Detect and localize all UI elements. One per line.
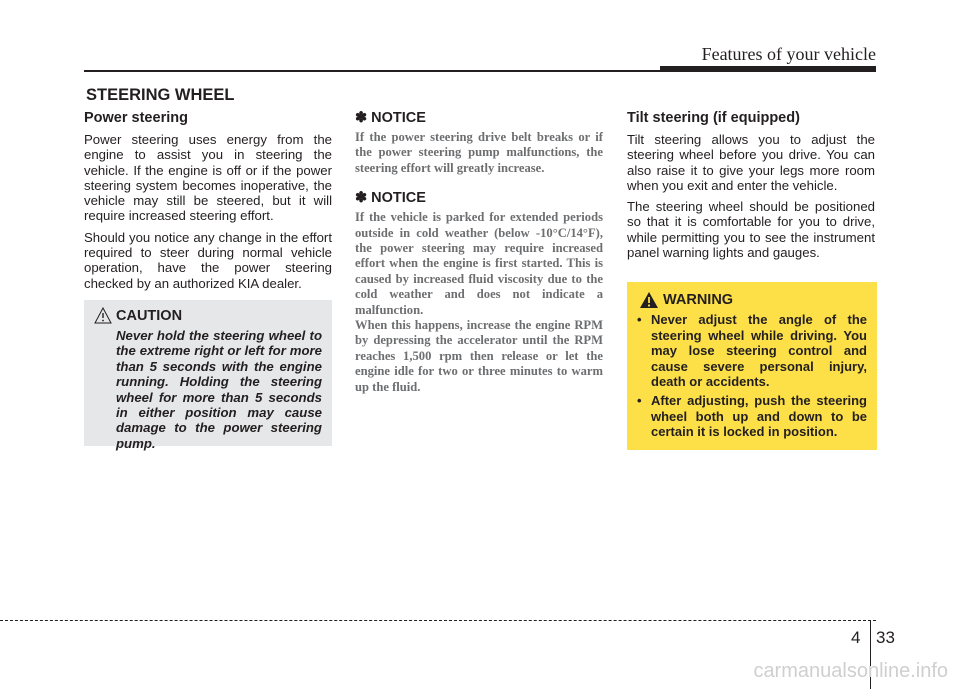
- notice-text: If the vehicle is parked for extended periods outside in cold weather (below -10°C/14°F), the power steering may require increased effort when the engine is first started. This is caused by increased fluid viscosity due to the cold weather and does not indicate a malfunction.: [355, 210, 603, 317]
- column-power-steering: [84, 110, 332, 297]
- section-title: STEERING WHEEL: [86, 86, 235, 104]
- power-steering-heading: Power steering: [84, 110, 188, 126]
- notice-block: [355, 110, 603, 176]
- notice-star-icon: ✽: [355, 110, 368, 126]
- column-tilt-steering: [627, 110, 875, 266]
- warning-item: [637, 393, 867, 440]
- page-header-title: Features of your vehicle: [701, 44, 876, 64]
- notice-star-icon: ✽: [355, 190, 368, 207]
- notice-label: NOTICE: [371, 110, 426, 126]
- notice-text: When this happens, increase the engine RPM by depressing the accelerator until the RPM reaches 1,500 rpm then release or let the engine idle for two or three minutes to warm up the fluid.: [355, 318, 603, 394]
- page-number: 33: [876, 628, 895, 647]
- tilt-steering-paragraph: The steering wheel should be positioned so that it is comfortable for you to drive, while permitting you to see the instrument panel warning lights and gauges.: [627, 199, 875, 261]
- warning-list: [637, 312, 867, 440]
- power-steering-paragraph: Should you notice any change in the effort required to steer during normal vehicle operation, have the power steering checked by an authorized KIA dealer.: [84, 229, 332, 291]
- tilt-steering-paragraph: Tilt steering allows you to adjust the steering wheel before you drive. You can also raise it to give your legs more room when you exit and enter the vehicle.: [627, 132, 875, 193]
- warning-box: [627, 282, 877, 450]
- caution-text: Never hold the steering wheel to the extreme right or left for more than 5 seconds with the engine running. Holding the steering wheel for more than 5 seconds in either position may cause damage to the power steering pump.: [116, 328, 322, 451]
- warning-triangle-icon: [639, 291, 659, 309]
- tilt-steering-heading: Tilt steering (if equipped): [627, 110, 800, 126]
- notice-label: NOTICE: [371, 190, 426, 207]
- footer-rule: [0, 620, 876, 621]
- caution-box: [84, 300, 332, 451]
- warning-label: WARNING: [663, 292, 734, 308]
- notice-heading: [355, 190, 603, 206]
- chapter-number: 4: [851, 628, 861, 647]
- warning-item-text: After adjusting, push the steering wheel both up and down to be certain it is locked in position.: [651, 392, 867, 440]
- notice-block: [355, 190, 603, 395]
- watermark: carmanualsonline.info: [753, 660, 948, 682]
- power-steering-paragraph: Power steering uses energy from the engine to assist you in steering the vehicle. If the engine is off or if the power steering system becomes inoperative, the vehicle may still be steered, but it will require increased steering effort.: [84, 132, 332, 224]
- notice-text: If the power steering drive belt breaks or if the power steering pump malfunctions, the steering effort will greatly increase.: [355, 130, 603, 175]
- warning-item: [637, 312, 867, 390]
- caution-label: CAUTION: [116, 308, 183, 324]
- header-rule-accent: [660, 66, 876, 72]
- warning-heading: [663, 292, 867, 308]
- bullet-icon: •: [637, 392, 642, 408]
- bullet-icon: •: [637, 312, 642, 327]
- caution-triangle-icon: [94, 307, 112, 324]
- warning-item-text: Never adjust the angle of the steering wheel while driving. You may lose steering control and cause severe personal injury, death or accidents.: [651, 312, 867, 390]
- notice-heading: [355, 110, 603, 126]
- caution-heading: [116, 308, 322, 324]
- column-notices: [355, 110, 603, 395]
